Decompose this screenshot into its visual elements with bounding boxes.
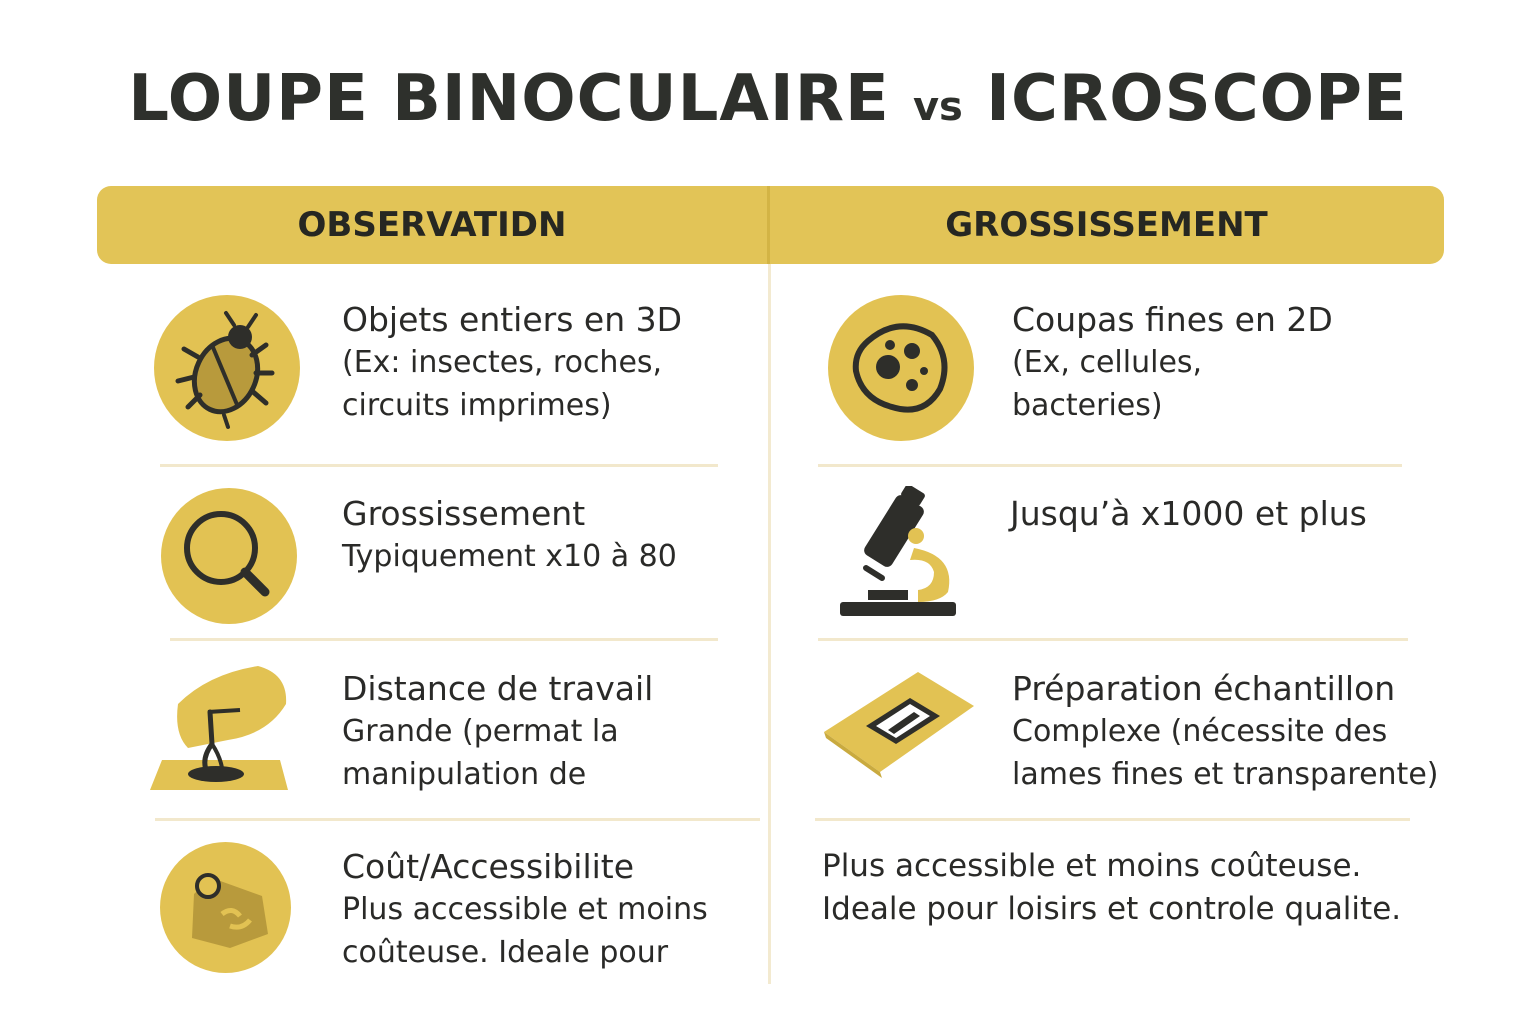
right-row3-line1: Complexe (nécessite des xyxy=(1012,714,1388,749)
row-separator xyxy=(815,818,1410,821)
left-row3-line2: manipulation de xyxy=(342,757,587,792)
left-row3-text xyxy=(342,667,653,796)
price-tag-icon xyxy=(160,842,291,973)
row-separator xyxy=(818,464,1402,467)
right-row4-text xyxy=(822,845,1401,931)
microscope-icon xyxy=(838,486,958,618)
right-row4-line1: Plus accessible et moins coûteuse. xyxy=(822,848,1362,884)
row-separator xyxy=(160,464,718,467)
left-row1-line2: circuits imprimes) xyxy=(342,388,612,423)
right-row1-title: Coupas fines en 2D xyxy=(1012,300,1333,339)
title-left: LOUPE BINOCULAIRE xyxy=(128,62,890,136)
left-row1-line1: (Ex: insectes, roches, xyxy=(342,345,663,380)
cell-icon xyxy=(828,295,974,441)
beetle-icon xyxy=(154,295,300,441)
right-row3-title: Préparation échantillon xyxy=(1012,669,1396,708)
header-left: OBSERVATIDN xyxy=(297,205,567,245)
magnifier-icon xyxy=(161,488,297,624)
right-row1-line2: bacteries) xyxy=(1012,388,1163,423)
left-row1-title: Objets entiers en 3D xyxy=(342,300,683,339)
row-separator xyxy=(155,818,760,821)
row-separator xyxy=(170,638,718,641)
right-row3-text xyxy=(1012,667,1438,796)
right-row3-line2: lames fines et transparente) xyxy=(1012,757,1439,792)
left-row3-line1: Grande (permat la xyxy=(342,714,619,749)
right-row1-line1: (Ex, cellules, xyxy=(1012,345,1203,380)
column-divider xyxy=(768,264,771,984)
left-row4-title: Coût/Accessibilite xyxy=(342,847,635,886)
right-row2-title: Jusqu’à x1000 et plus xyxy=(1010,494,1367,533)
right-row4-line2: Ideale pour loisirs et controle qualite. xyxy=(822,891,1402,927)
glass-slide-icon xyxy=(822,668,976,778)
left-row4-text xyxy=(342,845,708,974)
left-row2-text xyxy=(342,492,677,578)
hand-tweezers-icon xyxy=(148,664,294,794)
row-separator xyxy=(818,638,1408,641)
left-row2-line1: Typiquement x10 à 80 xyxy=(342,539,677,574)
page-title xyxy=(0,62,1536,136)
title-right: ICROSCOPE xyxy=(986,62,1408,136)
header-right: GROSSISSEMENT xyxy=(945,205,1268,245)
left-row1-text xyxy=(342,298,682,427)
right-row2-text xyxy=(1010,492,1367,535)
header-bar xyxy=(97,186,1444,264)
left-row3-title: Distance de travail xyxy=(342,669,654,708)
left-row4-line1: Plus accessible et moins xyxy=(342,892,708,927)
right-row1-text xyxy=(1012,298,1333,427)
left-row4-line2: coûteuse. Ideale pour xyxy=(342,935,669,970)
left-row2-title: Grossissement xyxy=(342,494,586,533)
title-vs: vs xyxy=(912,84,963,130)
